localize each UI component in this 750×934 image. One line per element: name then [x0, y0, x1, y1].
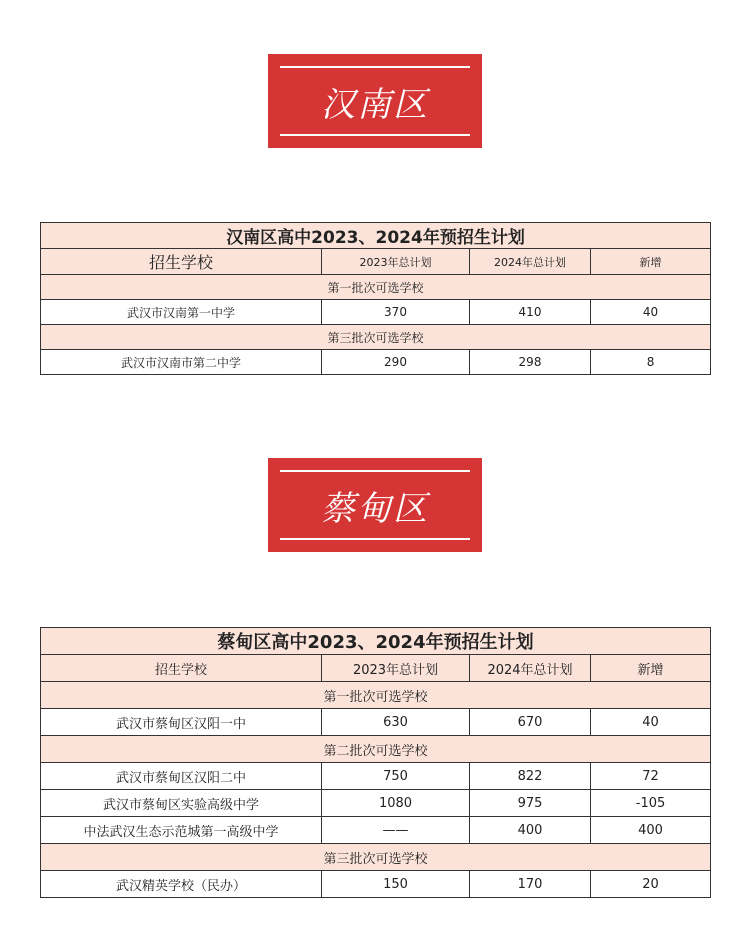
- plan-2024: 670: [470, 709, 591, 736]
- table-header-row: [41, 655, 711, 682]
- banner-line-bottom: [280, 538, 470, 540]
- table-title: 汉南区高中2023、2024年预招生计划: [41, 223, 711, 249]
- banner-title: 蔡甸区: [321, 488, 429, 529]
- banner-line-bottom: [280, 134, 470, 136]
- plan-2023: 630: [322, 709, 470, 736]
- col-header-2023: 2023年总计划: [322, 249, 470, 275]
- table-row: [41, 871, 711, 898]
- table-row: [41, 300, 711, 325]
- plan-increase: 8: [591, 350, 711, 375]
- table-row: [41, 790, 711, 817]
- col-header-increase: 新增: [591, 655, 711, 682]
- batch-row: [41, 844, 711, 871]
- plan-2023: 150: [322, 871, 470, 898]
- col-header-school: 招生学校: [41, 249, 322, 275]
- school-name: 武汉市汉南第一中学: [41, 300, 322, 325]
- plan-2024: 400: [470, 817, 591, 844]
- plan-2024: 298: [470, 350, 591, 375]
- school-name: 武汉市蔡甸区汉阳二中: [41, 763, 322, 790]
- table-title-row: [41, 628, 711, 655]
- table-title: 蔡甸区高中2023、2024年预招生计划: [41, 628, 711, 655]
- hannan-enrollment-table: [40, 222, 711, 375]
- plan-2023: 370: [322, 300, 470, 325]
- table-row: [41, 709, 711, 736]
- plan-increase: 20: [591, 871, 711, 898]
- col-header-school: 招生学校: [41, 655, 322, 682]
- school-name: 中法武汉生态示范城第一高级中学: [41, 817, 322, 844]
- batch-row: [41, 275, 711, 300]
- district-banner-caidian: [268, 458, 482, 552]
- plan-2023: ——: [322, 817, 470, 844]
- batch-label: 第三批次可选学校: [41, 844, 711, 871]
- table-title-row: [41, 223, 711, 249]
- plan-2024: 170: [470, 871, 591, 898]
- batch-row: [41, 682, 711, 709]
- batch-label: 第一批次可选学校: [41, 682, 711, 709]
- batch-label: 第二批次可选学校: [41, 736, 711, 763]
- plan-increase: 400: [591, 817, 711, 844]
- table-row: [41, 817, 711, 844]
- batch-label: 第一批次可选学校: [41, 275, 711, 300]
- caidian-enrollment-table: [40, 627, 711, 898]
- banner-title: 汉南区: [321, 84, 429, 125]
- batch-label: 第三批次可选学校: [41, 325, 711, 350]
- school-name: 武汉市蔡甸区汉阳一中: [41, 709, 322, 736]
- district-banner-hannan: [268, 54, 482, 148]
- col-header-2024: 2024年总计划: [470, 249, 591, 275]
- plan-increase: 40: [591, 709, 711, 736]
- plan-increase: 40: [591, 300, 711, 325]
- col-header-2024: 2024年总计划: [470, 655, 591, 682]
- batch-row: [41, 736, 711, 763]
- plan-increase: -105: [591, 790, 711, 817]
- plan-2023: 750: [322, 763, 470, 790]
- col-header-increase: 新增: [591, 249, 711, 275]
- table-row: [41, 350, 711, 375]
- school-name: 武汉市汉南市第二中学: [41, 350, 322, 375]
- col-header-2023: 2023年总计划: [322, 655, 470, 682]
- plan-2024: 822: [470, 763, 591, 790]
- batch-row: [41, 325, 711, 350]
- table-header-row: [41, 249, 711, 275]
- plan-2023: 1080: [322, 790, 470, 817]
- plan-2024: 975: [470, 790, 591, 817]
- plan-increase: 72: [591, 763, 711, 790]
- table-row: [41, 763, 711, 790]
- school-name: 武汉精英学校（民办）: [41, 871, 322, 898]
- plan-2023: 290: [322, 350, 470, 375]
- plan-2024: 410: [470, 300, 591, 325]
- school-name: 武汉市蔡甸区实验高级中学: [41, 790, 322, 817]
